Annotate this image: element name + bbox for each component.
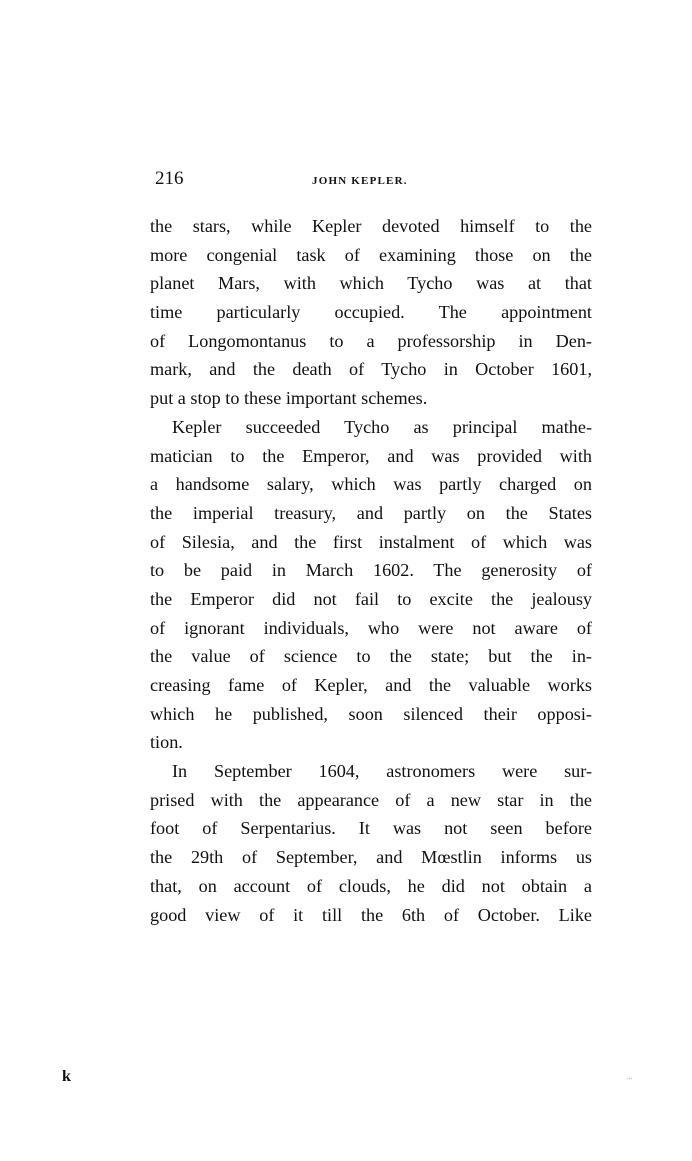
text-line: prised with the appearance of a new star in the xyxy=(150,789,592,810)
text-line: creasing fame of Kepler, and the valuable works xyxy=(150,675,592,695)
text-line: of ignorant individuals, who were not aware of xyxy=(150,617,592,638)
text-line: the stars, while Kepler devoted himself to the xyxy=(150,216,592,236)
text-line: more congenial task of examining those on the xyxy=(150,244,592,265)
text-line: time particularly occupied. The appointment xyxy=(150,302,592,323)
text-line: good view of it till the 6th of October. Like xyxy=(150,904,592,925)
text-line: mark, and the death of Tycho in October 1601, xyxy=(150,359,592,380)
text-line: which he published, soon silenced their opposi- xyxy=(150,703,592,724)
text-line: the value of science to the state; but the in- xyxy=(150,646,592,667)
paragraph-1 xyxy=(150,212,592,413)
text-line: foot of Serpentarius. It was not seen before xyxy=(150,818,592,839)
text-line: a handsome salary, which was partly charged on xyxy=(150,474,592,495)
text-line: the imperial treasury, and partly on the States xyxy=(150,502,592,523)
text-line: that, on account of clouds, he did not obtain a xyxy=(150,875,592,896)
text-line: to be paid in March 1602. The generosity of xyxy=(150,560,592,581)
text-line: Kepler succeeded Tycho as principal mathe- xyxy=(172,416,592,437)
paragraph-2 xyxy=(150,413,592,757)
page-header xyxy=(155,168,595,198)
running-head: JOHN KEPLER. xyxy=(312,175,408,187)
text-line: the Emperor did not fail to excite the jealousy xyxy=(150,588,592,609)
text-line: of Silesia, and the first instalment of which was xyxy=(150,531,592,552)
paragraph-3 xyxy=(150,757,592,929)
text-line: the 29th of September, and Mœstlin informs us xyxy=(150,847,592,868)
text-line: In September 1604, astronomers were sur- xyxy=(172,761,592,782)
page-number: 216 xyxy=(155,168,184,189)
text-line: put a stop to these important schemes. xyxy=(150,388,428,409)
text-line: tion. xyxy=(150,732,183,753)
body-text xyxy=(150,212,592,929)
scan-mark-left: k xyxy=(62,1068,71,1085)
text-line: planet Mars, with which Tycho was at that xyxy=(150,273,592,294)
text-line: of Longomontanus to a professorship in Den- xyxy=(150,330,592,351)
scan-mark-right: ... xyxy=(626,1072,633,1081)
text-line: matician to the Emperor, and was provided with xyxy=(150,445,592,466)
